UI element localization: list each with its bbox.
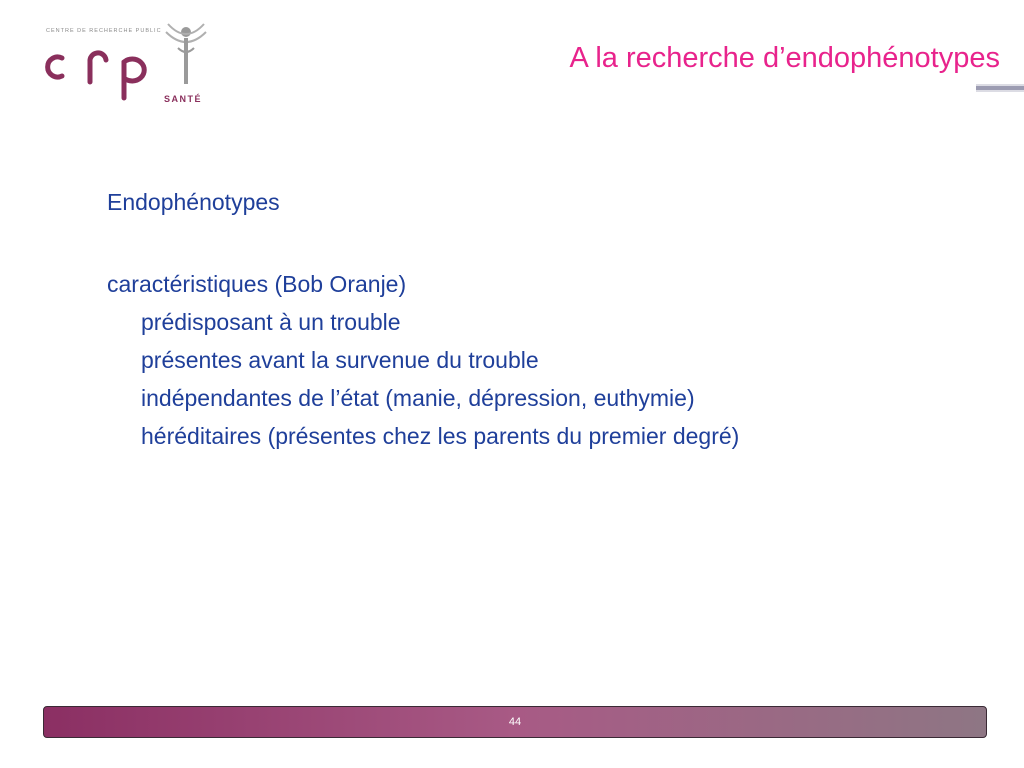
title-rule: [976, 84, 1024, 92]
list-item: héréditaires (présentes chez les parents du premier degré): [141, 423, 740, 449]
body-heading: Endophénotypes: [107, 189, 280, 215]
page-number: 44: [508, 716, 522, 728]
list-item: présentes avant la survenue du trouble: [141, 347, 539, 373]
crp-sante-logo: [40, 18, 230, 108]
slide-body: [107, 183, 987, 455]
list-item: indépendantes de l’état (manie, dépression, euthymie): [141, 385, 695, 411]
slide-title: A la recherche d’endophénotypes: [569, 42, 1000, 74]
logo-tagline: CENTRE DE RECHERCHE PUBLIC: [46, 28, 162, 34]
footer-bar: [43, 706, 987, 738]
logo-subtitle: SANTÉ: [164, 94, 203, 104]
list-heading: caractéristiques (Bob Oranje): [107, 271, 407, 297]
list-item: prédisposant à un trouble: [141, 309, 401, 335]
